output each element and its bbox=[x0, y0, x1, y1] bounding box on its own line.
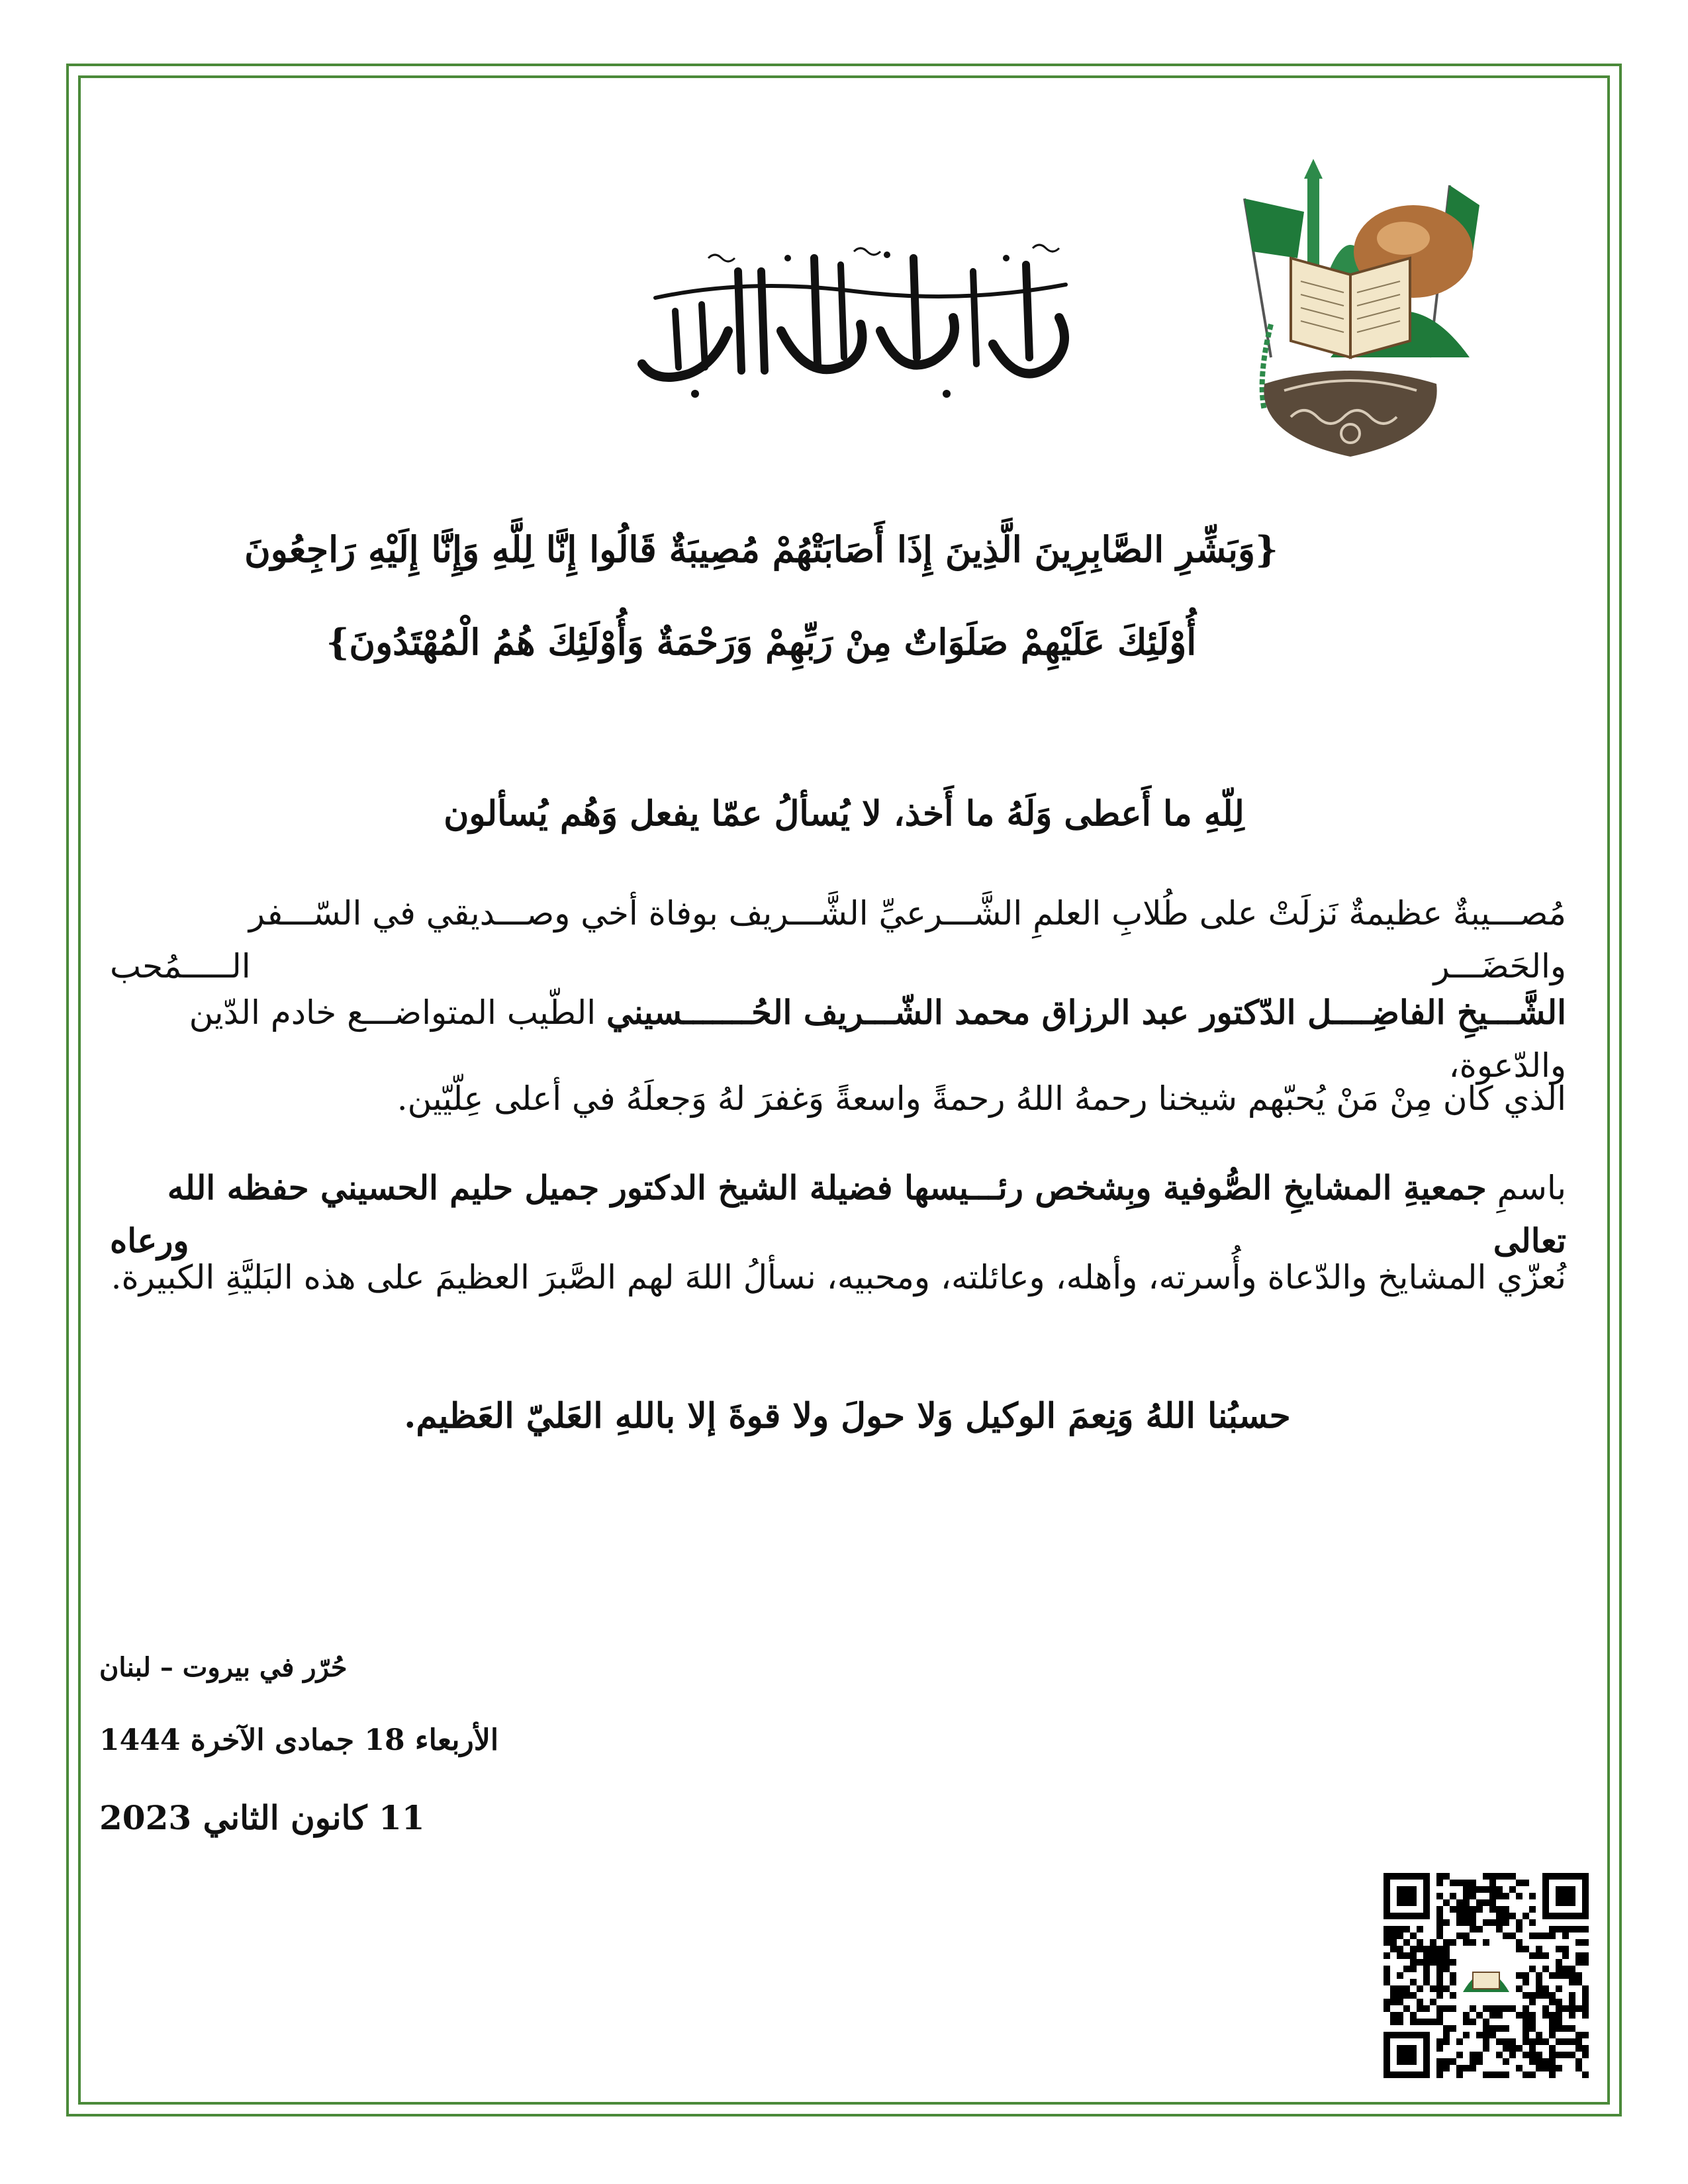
body-line-1: مُصـــيبةٌ عظيمةٌ نَزلَتْ على طُلابِ العلمِ الشَّـــرعيِّ الشَّـــريف بوفاة أخي وصـــديقي في السّـــفر والحَضَـــر الـــــمُحب bbox=[110, 894, 1566, 985]
deceased-description: الطّيب المتواضـــع خادم الدّين والدّعوة، bbox=[189, 993, 1566, 1085]
qr-code-icon[interactable] bbox=[1383, 1873, 1589, 2078]
body-line-5: نُعزّي المشايخ والدّعاة وأُسرته، وأهله، وعائلته، ومحبيه، نسألُ اللهَ لهم الصَّبرَ العظيمَ على هذه البَليَّةِ الكبيرة. bbox=[111, 1258, 1566, 1297]
closing-prayer: حسبُنا اللهُ وَنِعمَ الوكيل وَلا حولَ ولا قوةَ إلا باللهِ العَليّ العَظيم. bbox=[404, 1396, 1291, 1436]
basmala-calligraphy-icon bbox=[616, 232, 1092, 410]
signature-gregorian-date: 11 كانون الثاني 2023 bbox=[99, 1798, 425, 1837]
quran-verse-line-1: {وَبَشِّرِ الصَّابِرِينَ الَّذِينَ إِذَا أَصَابَتْهُمْ مُصِيبَةٌ قَالُوا إِنَّا لِلَّهِ وَإِنَّا إِلَيْهِ رَاجِعُونَ bbox=[244, 528, 1278, 570]
signature-hijri-date: الأربعاء 18 جمادى الآخرة 1444 bbox=[99, 1723, 499, 1757]
signature-place: حُرّر في بيروت – لبنان bbox=[99, 1652, 348, 1683]
quran-verse-line-2: أُوْلَئِكَ عَلَيْهِمْ صَلَوَاتٌ مِنْ رَبِّهِمْ وَرَحْمَةٌ وَأُوْلَئِكَ هُمُ الْمُهْتَدُونَ} bbox=[326, 621, 1197, 663]
association-and-president: جمعيةِ المشايخِ الصُّوفية وبِشخص رئـــيسها فضيلة الشيخ الدكتور جميل حليم الحسيني حفظه الله تعالى ورعاه bbox=[110, 1168, 1566, 1260]
on-behalf-lead: باسمِ bbox=[1486, 1169, 1566, 1207]
association-emblem-icon bbox=[1218, 159, 1483, 463]
body-line-3: الذي كان مِنْ مَنْ يُحبّهم شيخنا رحمهُ اللهُ رحمةً واسعةً وَغفرَ لهُ وَجعلَهُ في أعلى عِلّيّين. bbox=[397, 1079, 1566, 1118]
deceased-name: الشَّـــيخِ الفاضِــــل الدّكتور عبد الرزاق محمد الشّـــريف الحُـــــــسيني bbox=[606, 993, 1566, 1032]
condolence-saying: لِلّهِ ما أَعطى وَلَهُ ما أَخذ، لا يُسألُ عمّا يفعل وَهُم يُسألون bbox=[444, 794, 1244, 834]
